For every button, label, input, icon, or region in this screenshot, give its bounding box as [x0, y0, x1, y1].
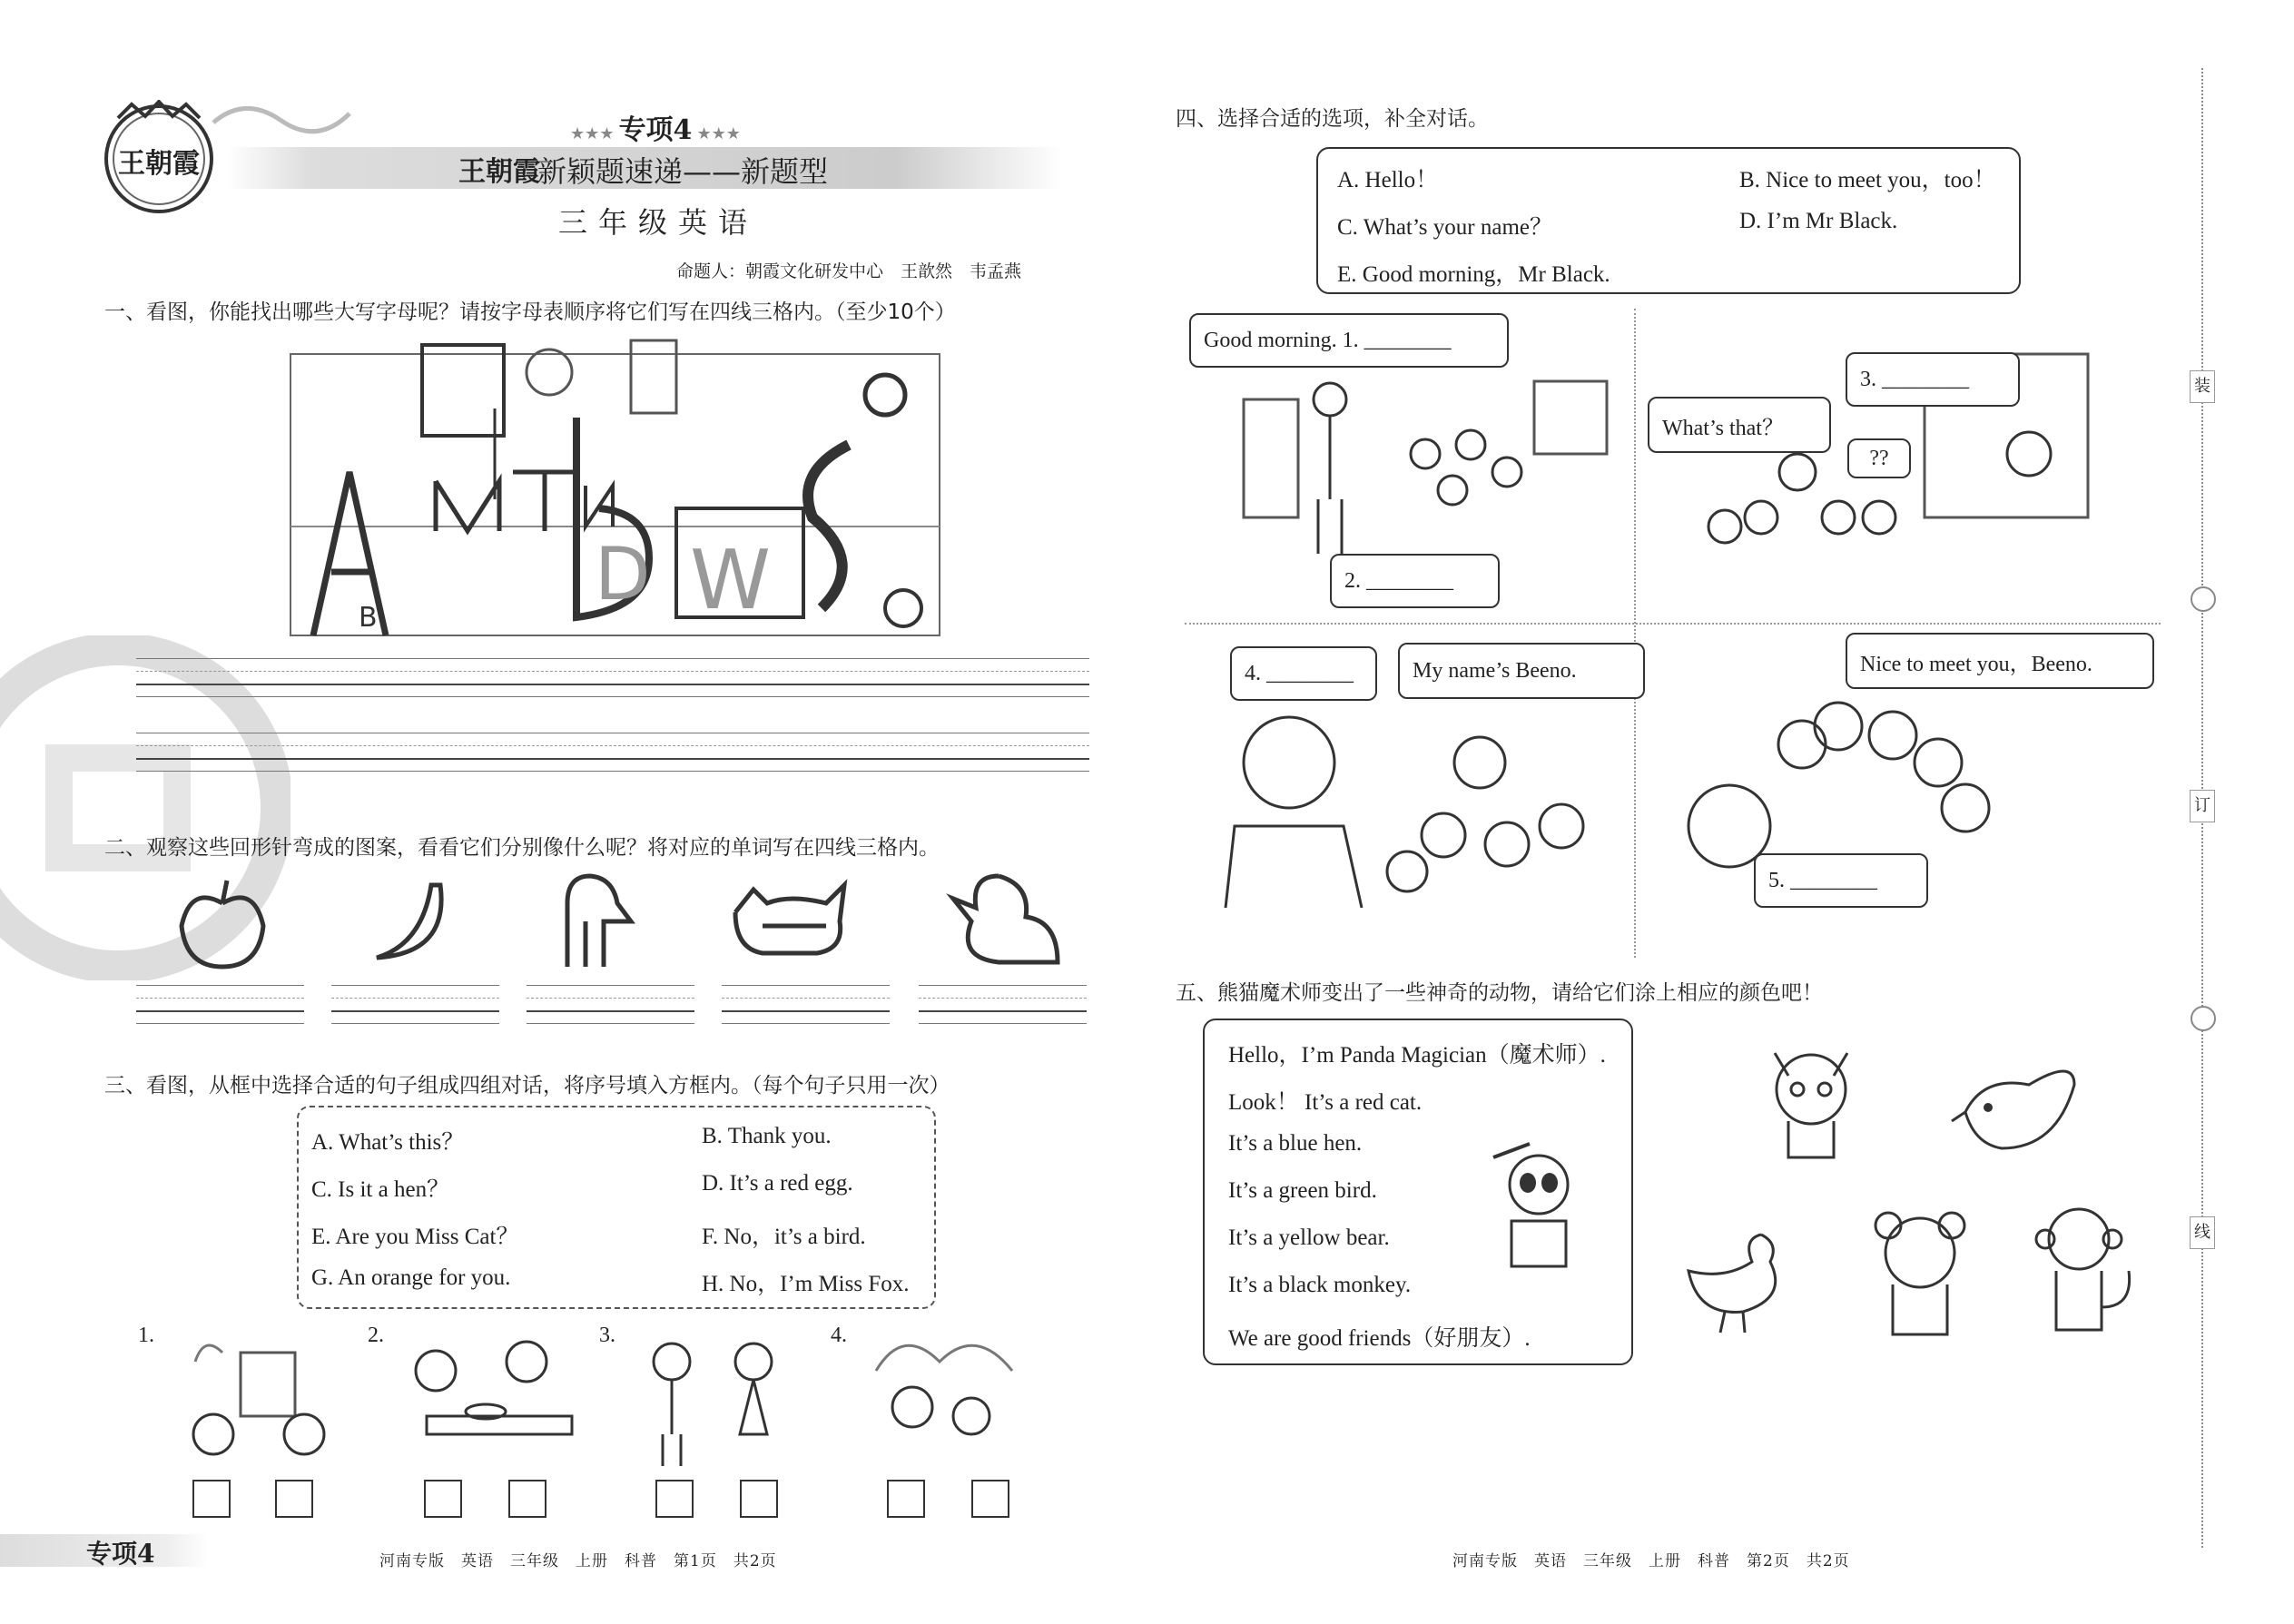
bubble-nice-to-meet: Nice to meet you，Beeno.	[1846, 633, 2154, 689]
cat-icon	[1757, 1035, 1866, 1162]
bubble-question-marks: ??	[1847, 438, 1911, 478]
section4-title: 四、选择合适的选项，补全对话。	[1176, 107, 1489, 131]
dog-icon	[549, 867, 640, 976]
answer-box-3a[interactable]	[655, 1480, 694, 1518]
s5-line-5: It’s a yellow bear.	[1228, 1225, 1390, 1250]
banner-brand: 王朝霞	[458, 156, 540, 188]
writing-lines-2b[interactable]	[331, 985, 499, 1039]
s5-line-1: Hello，I’m Panda Magician（魔术师）.	[1228, 1043, 1606, 1068]
bubble-3[interactable]: 3. ________	[1846, 352, 2020, 407]
panda-magician-illustration	[1475, 1139, 1602, 1284]
scene-4-illustration	[867, 1325, 1021, 1471]
s5-line-3: It’s a blue hen.	[1228, 1131, 1363, 1156]
bubble-2[interactable]: 2. ________	[1330, 554, 1500, 608]
banner-title: 新颖题速递——新题型	[537, 154, 829, 189]
s4-option-e: E. Good morning，Mr Black.	[1337, 262, 1610, 287]
bubble-5[interactable]: 5. ________	[1754, 853, 1928, 908]
ribbon-decoration	[209, 95, 354, 150]
s4-option-d: D. I’m Mr Black.	[1739, 209, 1898, 233]
alphabet-room-illustration	[286, 336, 944, 645]
pig-icon	[726, 876, 853, 967]
bubble-beeno: My name’s Beeno.	[1398, 643, 1645, 699]
answer-box-4a[interactable]	[887, 1480, 925, 1518]
scene-1-illustration	[177, 1334, 336, 1471]
monkey-icon	[2029, 1198, 2138, 1334]
banana-icon	[359, 871, 458, 971]
section1-title: 一、看图，你能找出哪些大写字母呢？请按字母表顺序将它们写在四线三格内。（至少10个）	[104, 300, 956, 324]
scene-2-illustration	[399, 1334, 581, 1471]
hen-icon	[1670, 1207, 1797, 1334]
footer-badge: 专项4	[86, 1539, 155, 1569]
section2-title: 二、观察这些回形针弯成的图案，看看它们分别像什么呢？将对应的单词写在四线三格内。	[104, 836, 940, 860]
section3-title: 三、看图，从框中选择合适的句子组成四组对话，将序号填入方框内。（每个句子只用一次）	[104, 1074, 950, 1097]
footer-page2: 河南专版 英语 三年级 上册 科普 第2页 共2页	[1452, 1552, 1850, 1570]
bear-icon	[1866, 1203, 1974, 1339]
logo-text: 王朝霞	[118, 148, 200, 180]
scene-divider-vertical	[1634, 309, 1636, 958]
answer-box-4b[interactable]	[971, 1480, 1009, 1518]
s5-line-7: We are good friends（好朋友）.	[1228, 1326, 1531, 1351]
writing-lines-2a[interactable]	[136, 985, 304, 1039]
s4-option-b: B. Nice to meet you，too！	[1739, 168, 1996, 192]
answer-box-1a[interactable]	[192, 1480, 231, 1518]
picture-label-3: 3.	[599, 1324, 615, 1347]
writing-lines-1[interactable]	[136, 658, 1089, 794]
picture-label-1: 1.	[138, 1324, 154, 1347]
svg-text:D: D	[595, 532, 651, 616]
picture-label-2: 2.	[368, 1324, 384, 1347]
apple-icon	[172, 876, 272, 976]
bubble-1[interactable]: Good morning. 1. ________	[1189, 313, 1509, 368]
section-badge: ★★★ 专项4 ★★★	[570, 114, 741, 146]
option-d: D. It’s a red egg.	[702, 1171, 853, 1196]
s5-line-6: It’s a black monkey.	[1228, 1273, 1412, 1297]
option-h: H. No，I’m Miss Fox.	[702, 1272, 910, 1296]
binding-hole-2	[2191, 1006, 2216, 1031]
bird-icon	[1947, 1048, 2079, 1166]
answer-box-2b[interactable]	[508, 1480, 546, 1518]
section5-title: 五、熊猫魔术师变出了一些神奇的动物，请给它们涂上相应的颜色吧！	[1176, 981, 1823, 1005]
duck-icon	[944, 867, 1062, 971]
footer-page1: 河南专版 英语 三年级 上册 科普 第1页 共2页	[379, 1552, 777, 1570]
svg-text:W: W	[690, 533, 771, 628]
subject-title: 三年级英语	[558, 205, 759, 240]
authors: 命题人：朝霞文化研发中心 王歆然 韦孟燕	[676, 261, 1022, 281]
option-f: F. No，it’s a bird.	[702, 1225, 866, 1249]
publisher-logo	[100, 100, 218, 218]
s4-option-c: C. What’s your name？	[1337, 215, 1552, 240]
writing-lines-2c[interactable]	[527, 985, 694, 1039]
scene-divider-horizontal	[1185, 623, 2161, 625]
option-c: C. Is it a hen？	[311, 1177, 450, 1202]
bubble-whats-that: What’s that？	[1648, 397, 1831, 453]
answer-box-1b[interactable]	[275, 1480, 313, 1518]
binding-mark-1: 装	[2190, 370, 2215, 403]
teacher-scene-illustration	[1207, 708, 1625, 908]
classroom-scene-illustration	[1235, 363, 1616, 572]
writing-lines-2d[interactable]	[722, 985, 890, 1039]
scene-3-illustration	[635, 1334, 790, 1471]
s5-line-4: It’s a green bird.	[1228, 1178, 1377, 1203]
s4-option-a: A. Hello！	[1337, 168, 1439, 192]
option-b: B. Thank you.	[702, 1124, 832, 1148]
option-g: G. An orange for you.	[311, 1265, 511, 1290]
binding-mark-3: 线	[2190, 1216, 2215, 1249]
binding-hole-1	[2191, 586, 2216, 612]
answer-box-2a[interactable]	[424, 1480, 462, 1518]
binding-mark-2: 订	[2190, 790, 2215, 822]
s5-line-2: Look！ It’s a red cat.	[1228, 1090, 1423, 1115]
bubble-4[interactable]: 4. ________	[1230, 646, 1377, 701]
answer-box-3b[interactable]	[740, 1480, 778, 1518]
writing-lines-2e[interactable]	[919, 985, 1087, 1039]
picture-label-4: 4.	[831, 1324, 847, 1347]
option-a: A. What’s this？	[311, 1130, 465, 1155]
option-e: E. Are you Miss Cat？	[311, 1225, 519, 1249]
svg-text:B: B	[359, 602, 378, 634]
